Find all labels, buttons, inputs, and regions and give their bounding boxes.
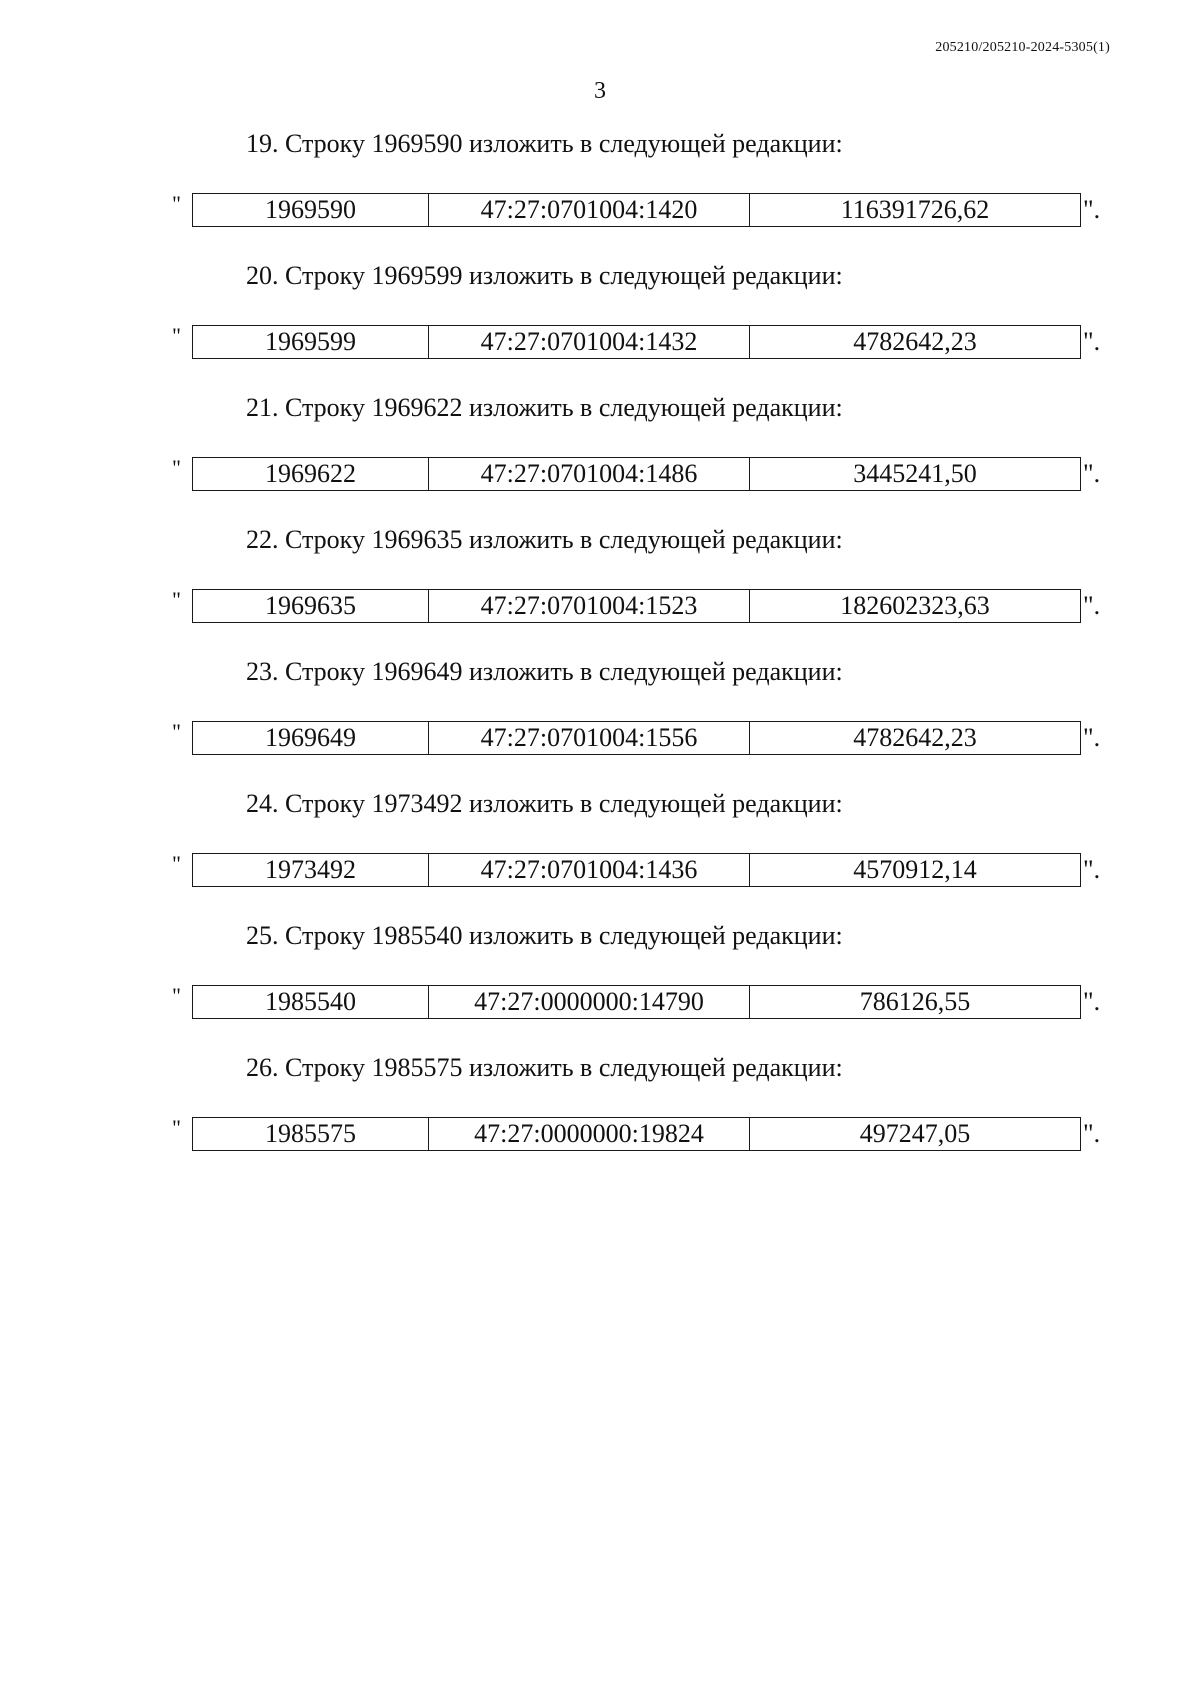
row-table <box>192 193 1081 227</box>
amendment-item <box>0 920 1200 1052</box>
table-row <box>172 325 1100 359</box>
value-cell: 497247,05 <box>859 1119 971 1148</box>
value-cell: 4570912,14 <box>853 855 977 884</box>
amendment-item <box>0 788 1200 920</box>
closing-quote: ". <box>1083 1119 1101 1148</box>
table-row <box>172 1117 1100 1151</box>
value-cell: 116391726,62 <box>840 195 990 224</box>
document-code: 205210/205210-2024-5305(1) <box>935 40 1110 55</box>
amendment-item <box>0 128 1200 260</box>
cadastral-number-cell: 47:27:0000000:19824 <box>429 1118 750 1150</box>
amendment-instruction: 20. Строку 1969599 изложить в следующей редакции: <box>246 261 843 290</box>
table-row <box>172 589 1100 623</box>
closing-quote: ". <box>1083 327 1101 356</box>
cadastral-number-cell: 47:27:0701004:1420 <box>429 194 750 226</box>
table-row <box>172 985 1100 1019</box>
amendment-item <box>0 1052 1200 1184</box>
row-number-cell: 1969590 <box>193 194 429 226</box>
table-row <box>172 193 1100 227</box>
opening-quote: " <box>172 323 181 348</box>
row-table <box>192 721 1081 755</box>
value-cell: 4782642,23 <box>853 327 977 356</box>
row-table <box>192 457 1081 491</box>
amendment-item <box>0 524 1200 656</box>
opening-quote: " <box>172 587 181 612</box>
opening-quote: " <box>172 455 181 480</box>
table-row <box>172 853 1100 887</box>
cadastral-number-cell: 47:27:0701004:1436 <box>429 854 750 886</box>
row-number-cell: 1985540 <box>193 986 429 1018</box>
row-table <box>192 853 1081 887</box>
table-row <box>172 721 1100 755</box>
row-number-cell: 1973492 <box>193 854 429 886</box>
row-number-cell: 1969622 <box>193 458 429 490</box>
amendment-instruction: 24. Строку 1973492 изложить в следующей редакции: <box>246 789 843 818</box>
closing-quote: ". <box>1083 591 1101 620</box>
row-number-cell: 1985575 <box>193 1118 429 1150</box>
row-table <box>192 589 1081 623</box>
value-cell: 786126,55 <box>859 987 971 1016</box>
amendment-instruction: 26. Строку 1985575 изложить в следующей редакции: <box>246 1053 843 1082</box>
value-cell: 182602323,63 <box>840 591 990 620</box>
amendment-list <box>0 128 1200 1184</box>
row-table <box>192 1117 1081 1151</box>
page-number: 3 <box>594 78 606 104</box>
value-cell: 4782642,23 <box>853 723 977 752</box>
amendment-item <box>0 656 1200 788</box>
cadastral-number-cell: 47:27:0701004:1556 <box>429 722 750 754</box>
row-number-cell: 1969599 <box>193 326 429 358</box>
cadastral-number-cell: 47:27:0701004:1523 <box>429 590 750 622</box>
opening-quote: " <box>172 191 181 216</box>
opening-quote: " <box>172 719 181 744</box>
row-table <box>192 325 1081 359</box>
amendment-item <box>0 392 1200 524</box>
closing-quote: ". <box>1083 459 1101 488</box>
amendment-instruction: 21. Строку 1969622 изложить в следующей редакции: <box>246 393 843 422</box>
cadastral-number-cell: 47:27:0000000:14790 <box>429 986 750 1018</box>
value-cell: 3445241,50 <box>853 459 977 488</box>
opening-quote: " <box>172 1115 181 1140</box>
cadastral-number-cell: 47:27:0701004:1486 <box>429 458 750 490</box>
row-number-cell: 1969635 <box>193 590 429 622</box>
amendment-instruction: 25. Строку 1985540 изложить в следующей редакции: <box>246 921 843 950</box>
closing-quote: ". <box>1083 723 1101 752</box>
amendment-instruction: 22. Строку 1969635 изложить в следующей редакции: <box>246 525 843 554</box>
table-row <box>172 457 1100 491</box>
amendment-instruction: 19. Строку 1969590 изложить в следующей редакции: <box>246 129 843 158</box>
opening-quote: " <box>172 851 181 876</box>
amendment-instruction: 23. Строку 1969649 изложить в следующей редакции: <box>246 657 843 686</box>
cadastral-number-cell: 47:27:0701004:1432 <box>429 326 750 358</box>
closing-quote: ". <box>1083 195 1101 224</box>
closing-quote: ". <box>1083 855 1101 884</box>
opening-quote: " <box>172 983 181 1008</box>
row-number-cell: 1969649 <box>193 722 429 754</box>
row-table <box>192 985 1081 1019</box>
amendment-item <box>0 260 1200 392</box>
closing-quote: ". <box>1083 987 1101 1016</box>
